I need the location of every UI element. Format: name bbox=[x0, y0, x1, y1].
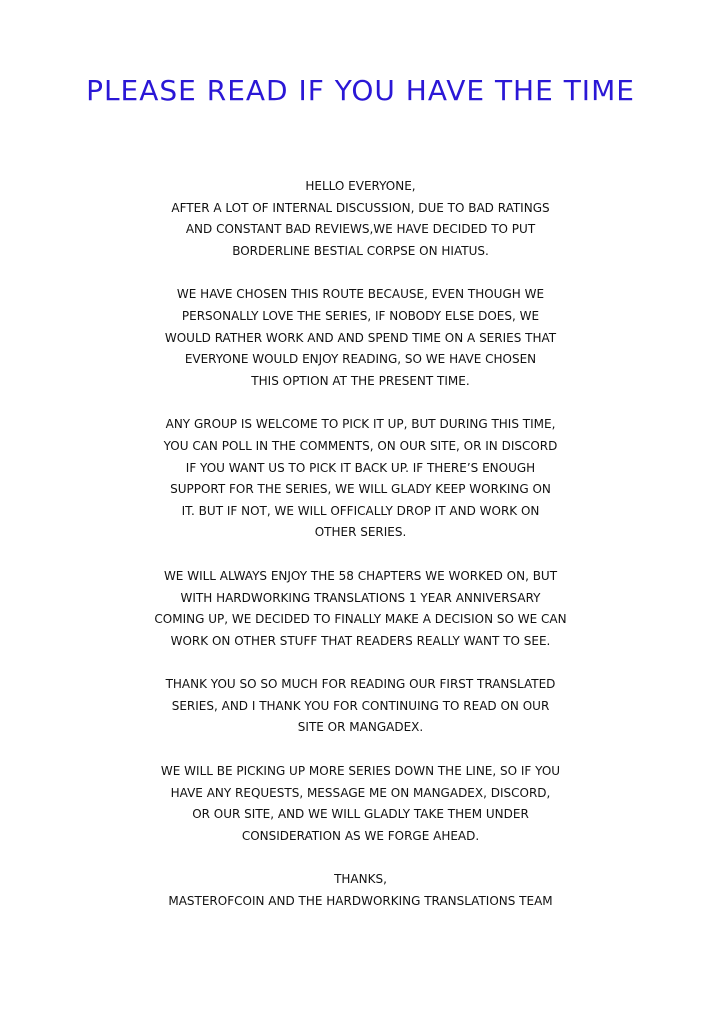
text-line: BORDERLINE BESTIAL CORPSE ON HIATUS. bbox=[232, 243, 489, 258]
paragraph-anniversary bbox=[0, 566, 721, 652]
text-line: SERIES, AND I THANK YOU FOR CONTINUING TO READ ON OUR bbox=[171, 698, 550, 713]
page-title: PLEASE READ IF YOU HAVE THE TIME bbox=[86, 74, 635, 107]
text-line: AND CONSTANT BAD REVIEWS,WE HAVE DECIDED TO PUT bbox=[185, 222, 536, 237]
text-line: SUPPORT FOR THE SERIES, WE WILL GLADY KEEP WORKING ON bbox=[170, 482, 551, 497]
text-line: IF YOU WANT US TO PICK IT BACK UP. IF THERE’S ENOUGH bbox=[185, 460, 536, 475]
text-line: WITH HARDWORKING TRANSLATIONS 1 YEAR ANNIVERSARY bbox=[180, 590, 541, 605]
text-line: AFTER A LOT OF INTERNAL DISCUSSION, DUE TO BAD RATINGS bbox=[171, 200, 550, 215]
text-line: WOULD RATHER WORK AND AND SPEND TIME ON A SERIES THAT bbox=[164, 330, 557, 345]
text-line: OR OUR SITE, AND WE WILL GLADLY TAKE THEM UNDER bbox=[192, 807, 529, 822]
text-line: WE WILL BE PICKING UP MORE SERIES DOWN THE LINE, SO IF YOU bbox=[160, 764, 561, 779]
text-line: HAVE ANY REQUESTS, MESSAGE ME ON MANGADEX, DISCORD, bbox=[170, 785, 551, 800]
text-line: PERSONALLY LOVE THE SERIES, IF NOBODY ELSE DOES, WE bbox=[181, 308, 540, 323]
text-line: SITE OR MANGADEX. bbox=[297, 720, 424, 735]
text-line: YOU CAN POLL IN THE COMMENTS, ON OUR SITE, OR IN DISCORD bbox=[163, 438, 558, 453]
text-line: COMING UP, WE DECIDED TO FINALLY MAKE A DECISION SO WE CAN bbox=[154, 612, 567, 627]
text-line: THIS OPTION AT THE PRESENT TIME. bbox=[251, 373, 470, 388]
text-line: WE WILL ALWAYS ENJOY THE 58 CHAPTERS WE WORKED ON, BUT bbox=[163, 568, 558, 583]
text-line: ANY GROUP IS WELCOME TO PICK IT UP, BUT DURING THIS TIME, bbox=[165, 417, 556, 432]
text-line: HELLO EVERYONE, bbox=[305, 179, 416, 193]
text-line: OTHER SERIES. bbox=[314, 525, 407, 540]
letter-body bbox=[0, 176, 721, 935]
paragraph-reason bbox=[0, 284, 721, 392]
paragraph-thanks-readers bbox=[0, 674, 721, 739]
paragraph-requests bbox=[0, 761, 721, 847]
signature-line: MASTEROFCOIN AND THE HARDWORKING TRANSLATIONS TEAM bbox=[168, 894, 553, 909]
text-line: THANK YOU SO SO MUCH FOR READING OUR FIRST TRANSLATED bbox=[165, 677, 556, 692]
text-line: CONSIDERATION AS WE FORGE AHEAD. bbox=[241, 828, 480, 843]
paragraph-signoff bbox=[0, 869, 721, 912]
text-line: EVERYONE WOULD ENJOY READING, SO WE HAVE CHOSEN bbox=[184, 352, 537, 367]
paragraph-greeting bbox=[0, 176, 721, 262]
text-line: THANKS, bbox=[334, 872, 387, 887]
text-line: WE HAVE CHOSEN THIS ROUTE BECAUSE, EVEN THOUGH WE bbox=[176, 287, 545, 302]
text-line: IT. BUT IF NOT, WE WILL OFFICALLY DROP IT AND WORK ON bbox=[181, 503, 540, 518]
text-line: WORK ON OTHER STUFF THAT READERS REALLY WANT TO SEE. bbox=[170, 633, 551, 648]
paragraph-pickup bbox=[0, 414, 721, 544]
